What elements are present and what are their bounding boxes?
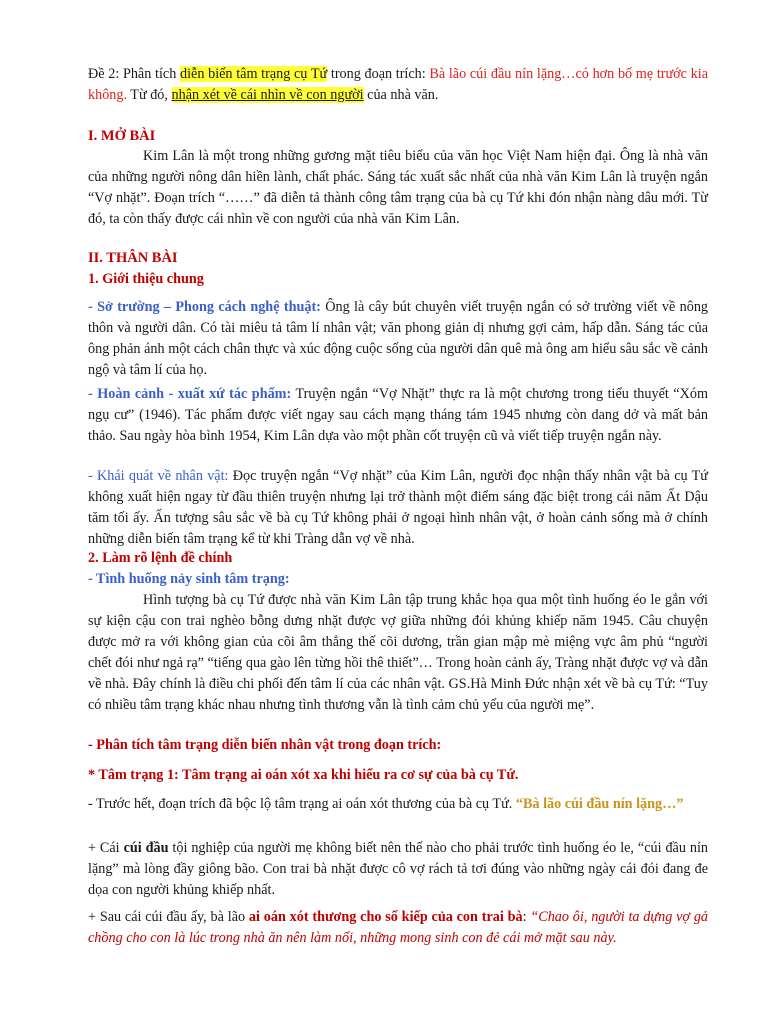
topic-quote: Bà lão cúi đầu nín lặng…có hơn bố mẹ trước kia không. — [88, 66, 709, 103]
label-tinh-huong: - Tình huống nảy sinh tâm trạng: — [88, 571, 290, 587]
topic-mid2: Từ đó, — [127, 87, 172, 103]
paragraph-phong-cach — [88, 297, 708, 381]
topic-mid: trong đoạn trích: — [327, 66, 430, 82]
paragraph-tinh-huong: Hình tượng bà cụ Tứ được nhà văn Kim Lân tập trung khắc họa qua một tình huống éo le gắn với sự kiện cậu con trai nghèo bỗng dưng nhặt được vợ giữa những đói khủng khiếp năm 1945. Câu chuyện được mở ra với không gian của cõi âm thẳng thế cõi dương, trần gian mập mè miệng vực âm phủ “người chết đói như ngả rạ” “tiếng qua gào lên từng hồi thê thiết”… Trong hoàn cảnh ấy, Tràng nhặt được vợ và dẫn về nhà. Đây chính là điều chi phối đến tâm lí của các nhân vật. GS.Hà Minh Đức nhận xét về bà cụ Tứ: “Tuy có nhiều tâm trạng khác nhau nhưng tình thương vẫn là tình cảm chủ yếu của người mẹ”. — [88, 592, 708, 713]
paragraph-cai-cui-dau — [88, 838, 708, 901]
text-hoan-canh: Truyện ngắn “Vợ Nhặt” thực ra là một chương trong tiểu thuyết “Xóm ngụ cư” (1946). Tác phẩm được viết ngay sau cách mạng tháng tám 1945 nhưng còn dang dở và mất bản thảo. Sau ngày hòa bình 1954, Kim Lân dựa vào một phần cốt truyện cũ và viết tiếp truyện ngắn này. — [88, 386, 708, 444]
text-cui-dau-bold: cúi đầu — [123, 840, 169, 856]
heading-tam-trang-1: * Tâm trạng 1: Tâm trạng ai oán xót xa khi hiểu ra cơ sự của bà cụ Tứ. — [88, 767, 519, 783]
heading-phan-tich: - Phân tích tâm trạng diễn biến nhân vật trong đoạn trích: — [88, 737, 442, 753]
label-hoan-canh: - Hoàn cảnh - xuất xứ tác phẩm: — [88, 386, 292, 402]
subheading-gioi-thieu: 1. Giới thiệu chung — [88, 271, 204, 287]
essay-topic — [88, 64, 708, 106]
text-sau-cai: + Sau cái cúi đầu ấy, bà lão — [88, 909, 249, 925]
text-phong-cach: Ông là cây bút chuyên viết truyện ngắn có sở trường viết về nông thôn và người dân. Có tài miêu tả tâm lí nhân vật; văn phong giản dị nhưng gợi cảm, hấp dẫn. Sáng tác của ông phản ánh một cách chân thực và xúc động cuộc sống của người dân quê mà ông am hiểu sâu sắc về cảnh ngộ và tâm lí của họ. — [88, 299, 709, 378]
heading-mo-bai: I. MỞ BÀI — [88, 128, 156, 144]
paragraph-truoc-het — [88, 794, 708, 815]
quote-chao-oi: “Chao ôi, người ta dựng vợ gả chồng cho con là lúc trong nhà ăn nên làm nổi, những mong sinh con đẻ cái mở mặt sau này. — [88, 909, 709, 946]
heading-than-bai: II. THÂN BÀI — [88, 250, 178, 266]
label-nhan-vat: - Khái quát về nhân vật: — [88, 468, 229, 484]
text-cai-cui-dau-rest: tội nghiệp của người mẹ không biết nên thế nào cho phải trước tình huống éo le, “cúi đầu nín lặng” mà lòng đầy giông bão. Con trai bà nhặt được cô vợ rách tả tơi đúng vào những ngày cái đói đang đe dọa con người khủng khiếp nhất. — [88, 840, 708, 898]
quote-cui-dau: “Bà lão cúi đầu nín lặng…” — [515, 796, 684, 812]
text-colon: : — [522, 909, 531, 925]
text-truoc-het: - Trước hết, đoạn trích đã bộc lộ tâm trạng ai oán xót thương của bà cụ Tứ. — [88, 796, 516, 812]
paragraph-hoan-canh — [88, 384, 708, 447]
paragraph-nhan-vat — [88, 466, 708, 550]
topic-prefix: Đề 2: Phân tích — [88, 66, 180, 82]
text-ai-oan-bold: ai oán xót thương cho số kiếp của con trai bà — [248, 909, 523, 925]
subheading-lam-ro: 2. Làm rõ lệnh đề chính — [88, 550, 233, 566]
topic-highlight-2: nhận xét về cái nhìn về con người — [171, 87, 364, 103]
topic-highlight-1: diễn biến tâm trạng cụ Tứ — [179, 66, 328, 82]
topic-suffix: của nhà văn. — [363, 87, 439, 103]
text-cai: + Cái — [88, 840, 124, 856]
mo-bai-paragraph: Kim Lân là một trong những gương mặt tiêu biểu của văn học Việt Nam hiện đại. Ông là nhà văn của những người nông dân hiền lành, chất phác. Sáng tác xuất sắc nhất của nhà văn Kim Lân là truyện ngắn “Vợ nhặt”. Đoạn trích “……” đã diễn tả thành công tâm trạng của bà cụ Tứ khi đón nhận nàng dâu mới. Từ đó, ta còn thấy được cái nhìn về con người của nhà văn Kim Lân. — [88, 148, 708, 227]
text-nhan-vat: Đọc truyện ngắn “Vợ nhặt” của Kim Lân, người đọc nhận thấy nhân vật bà cụ Tứ không xuất hiện ngay từ đầu thiên truyện nhưng lại trở thành một điểm sáng đặc biệt trong cái năm Ất Dậu tăm tối ấy. Ấn tượng sâu sắc về bà cụ Tứ không phải ở ngoại hình nhân vật, ở hoàn cảnh sống mà ở chính những diễn biến tâm trạng kể từ khi Tràng dẫn vợ về nhà. — [88, 468, 708, 547]
paragraph-ai-oan — [88, 907, 708, 949]
label-phong-cach: - Sở trường – Phong cách nghệ thuật: — [88, 299, 321, 315]
